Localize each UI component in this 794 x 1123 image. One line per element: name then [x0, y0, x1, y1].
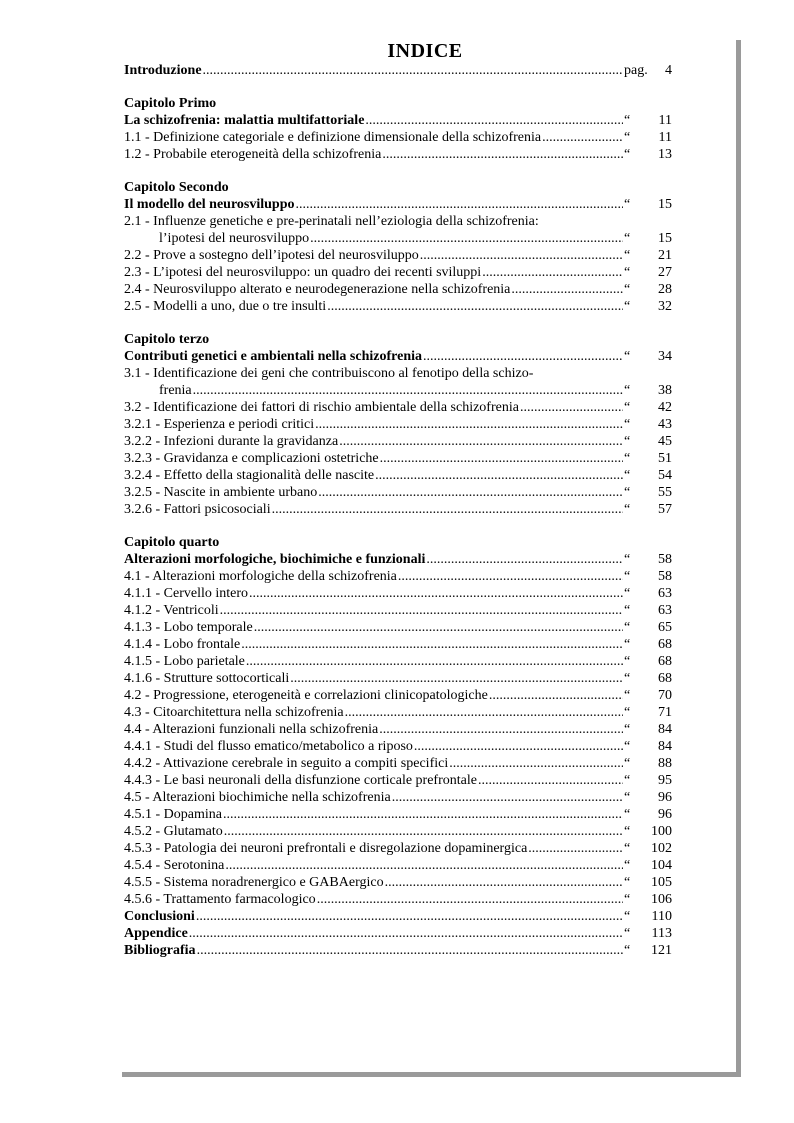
toc-entry[interactable]: [124, 670, 672, 687]
toc-entry[interactable]: [124, 755, 672, 772]
page-number: 84: [658, 722, 672, 737]
page-number: 15: [658, 197, 672, 212]
page-mark: “: [624, 282, 631, 297]
page-mark: “: [624, 858, 631, 873]
toc-entry-label: 4.4.3 - Le basi neuronali della disfunzione corticale prefrontale: [124, 773, 477, 788]
toc-entry-label: 4.1.2 - Ventricoli: [124, 603, 219, 618]
toc-entry-label: 4.5.6 - Trattamento farmacologico: [124, 892, 316, 907]
toc-entry-chapter-3[interactable]: [124, 348, 672, 365]
page-number: 4: [665, 63, 672, 78]
toc-entry-label: 4.5.3 - Patologia dei neuroni prefrontali e disregolazione dopaminergica: [124, 841, 528, 856]
toc-entry-label: 4.4.1 - Studi del flusso ematico/metabolico a riposo: [124, 739, 413, 754]
page-mark: “: [624, 671, 631, 686]
leader-dots: [511, 281, 623, 298]
page-number: 58: [658, 552, 672, 567]
leader-dots: [296, 196, 623, 213]
leader-dots: [310, 230, 623, 247]
page-mark: “: [624, 773, 631, 788]
page-number: 102: [651, 841, 672, 856]
toc-entry-label: 1.1 - Definizione categoriale e definizione dimensionale della schizofrenia: [124, 130, 542, 145]
toc-entry-label: Contributi genetici e ambientali nella schizofrenia: [124, 349, 422, 364]
toc-entry-label: 4.5.5 - Sistema noradrenergico e GABAergico: [124, 875, 384, 890]
page-mark: “: [624, 265, 631, 280]
leader-dots: [249, 585, 623, 602]
toc-entry-label: 4.1 - Alterazioni morfologiche della schizofrenia: [124, 569, 397, 584]
toc-entry[interactable]: [124, 416, 672, 433]
leader-dots: [241, 636, 623, 653]
leader-dots: [423, 348, 623, 365]
page-mark: “: [624, 688, 631, 703]
leader-dots: [196, 908, 623, 925]
page-number: 70: [658, 688, 672, 703]
toc-entry-label: 2.3 - L’ipotesi del neurosviluppo: un quadro dei recenti sviluppi: [124, 265, 482, 280]
toc-entry[interactable]: [124, 857, 672, 874]
page-mark: “: [624, 637, 631, 652]
toc-entry-label: Conclusioni: [124, 909, 195, 924]
page-mark: “: [624, 909, 631, 924]
toc-entry[interactable]: [124, 619, 672, 636]
leader-dots: [375, 467, 623, 484]
page-number: 105: [651, 875, 672, 890]
page-number: 110: [651, 909, 672, 924]
leader-dots: [392, 789, 623, 806]
page-number: 63: [658, 586, 672, 601]
toc-entry[interactable]: [124, 636, 672, 653]
toc-entry-label: 3.2.1 - Esperienza e periodi critici: [124, 417, 315, 432]
page-mark: “: [624, 824, 631, 839]
toc-entry[interactable]: [124, 874, 672, 891]
page-mark: “: [624, 485, 631, 500]
page-mark: “: [624, 299, 631, 314]
toc-entry-label: 4.1.4 - Lobo frontale: [124, 637, 241, 652]
toc-entry-label: frenia: [159, 383, 192, 398]
page-number: 45: [658, 434, 672, 449]
toc-entry[interactable]: [124, 298, 672, 315]
toc-entry-label: 2.5 - Modelli a uno, due o tre insulti: [124, 299, 327, 314]
toc-entry[interactable]: [124, 399, 672, 416]
page-number: 113: [651, 926, 672, 941]
page-mark: “: [624, 722, 631, 737]
page-mark: “: [624, 552, 631, 567]
page-number: 43: [658, 417, 672, 432]
page-number: 57: [658, 502, 672, 517]
chapter-heading-3: Capitolo terzo: [124, 332, 210, 347]
page-number: 65: [658, 620, 672, 635]
page-mark: “: [624, 603, 631, 618]
toc-entry[interactable]: [124, 568, 672, 585]
toc-entry[interactable]: [124, 738, 672, 755]
toc-entry-label: 3.2.2 - Infezioni durante la gravidanza: [124, 434, 339, 449]
leader-dots: [197, 942, 623, 959]
page-number: 96: [658, 790, 672, 805]
page-mark: “: [624, 197, 631, 212]
leader-dots: [318, 484, 623, 501]
toc-entry-label: 3.2 - Identificazione dei fattori di rischio ambientale della schizofrenia: [124, 400, 519, 415]
page-number: 27: [658, 265, 672, 280]
leader-dots: [420, 247, 623, 264]
leader-dots: [528, 840, 623, 857]
page-number: 71: [658, 705, 672, 720]
leader-dots: [193, 382, 623, 399]
toc-entry-label: 4.5 - Alterazioni biochimiche nella schizofrenia: [124, 790, 391, 805]
leader-dots: [220, 602, 623, 619]
page-number: 21: [658, 248, 672, 263]
leader-dots: [225, 857, 623, 874]
toc-entry-label: 4.1.1 - Cervello intero: [124, 586, 249, 601]
page-mark: “: [624, 400, 631, 415]
toc-entry-label: 4.4.2 - Attivazione cerebrale in seguito a compiti specifici: [124, 756, 449, 771]
toc-entry-label: 3.2.4 - Effetto della stagionalità delle nascite: [124, 468, 375, 483]
leader-dots: [272, 501, 623, 518]
toc-entry[interactable]: [124, 146, 672, 163]
toc-entry[interactable]: [124, 789, 672, 806]
page-number: 58: [658, 569, 672, 584]
leader-dots: [478, 772, 623, 789]
toc-entry-label: 2.4 - Neurosviluppo alterato e neurodegenerazione nella schizofrenia: [124, 282, 511, 297]
toc-entry[interactable]: [124, 247, 672, 264]
page-mark: “: [624, 434, 631, 449]
page-number: 38: [658, 383, 672, 398]
page-number: 11: [658, 113, 672, 128]
leader-dots: [223, 806, 623, 823]
leader-dots: [345, 704, 623, 721]
toc-entry-label: 4.1.6 - Strutture sottocorticali: [124, 671, 290, 686]
leader-dots: [224, 823, 623, 840]
page-number: 121: [651, 943, 672, 958]
page-number: 68: [658, 671, 672, 686]
page-number: 13: [658, 147, 672, 162]
toc-entry[interactable]: [124, 281, 672, 298]
leader-dots: [365, 112, 623, 129]
page-number: 42: [658, 400, 672, 415]
toc-entry-label: 4.1.3 - Lobo temporale: [124, 620, 253, 635]
toc-entry-chapter-2[interactable]: [124, 196, 672, 213]
toc-entry-label: 3.2.5 - Nascite in ambiente urbano: [124, 485, 318, 500]
page-title: INDICE: [387, 40, 463, 62]
toc-entry-chapter-4[interactable]: [124, 551, 672, 568]
toc-entry[interactable]: [124, 806, 672, 823]
leader-dots: [327, 298, 623, 315]
leader-dots: [317, 891, 623, 908]
page-mark: “: [624, 943, 631, 958]
page-number: 55: [658, 485, 672, 500]
page-number: 32: [658, 299, 672, 314]
page-mark: “: [624, 620, 631, 635]
toc-entry[interactable]: [124, 129, 672, 146]
page-number: 100: [651, 824, 672, 839]
toc-entry[interactable]: [124, 450, 672, 467]
leader-dots: [449, 755, 623, 772]
leader-dots: [542, 129, 623, 146]
page-mark: “: [624, 926, 631, 941]
page-number: 95: [658, 773, 672, 788]
toc-entry-label: 4.5.4 - Serotonina: [124, 858, 225, 873]
toc-entry[interactable]: [124, 891, 672, 908]
page-number: 63: [658, 603, 672, 618]
page-mark: “: [624, 468, 631, 483]
leader-dots: [520, 399, 623, 416]
toc-entry-label: Bibliografia: [124, 943, 196, 958]
leader-dots: [203, 62, 623, 79]
page-number: 54: [658, 468, 672, 483]
leader-dots: [426, 551, 623, 568]
leader-dots: [379, 721, 623, 738]
leader-dots: [290, 670, 623, 687]
leader-dots: [254, 619, 623, 636]
page-mark: “: [624, 790, 631, 805]
toc-entry-label: Introduzione: [124, 63, 202, 78]
page-mark: “: [624, 654, 631, 669]
page-number: 11: [658, 130, 672, 145]
page-number: 34: [658, 349, 672, 364]
toc-entry[interactable]: [124, 602, 672, 619]
toc-entry-label: 4.5.1 - Dopamina: [124, 807, 222, 822]
toc-entry-label: 4.3 - Citoarchitettura nella schizofrenia: [124, 705, 344, 720]
toc-entry-label: 4.1.5 - Lobo parietale: [124, 654, 245, 669]
leader-dots: [398, 568, 623, 585]
page-number: 51: [658, 451, 672, 466]
toc-entry-3-1[interactable]: [124, 382, 672, 399]
page-mark: “: [624, 349, 631, 364]
toc-entry-label: Il modello del neurosviluppo: [124, 197, 295, 212]
page-number: 68: [658, 654, 672, 669]
toc-entry-introduzione[interactable]: [124, 62, 672, 79]
table-of-contents: [124, 62, 672, 959]
page-number: 68: [658, 637, 672, 652]
toc-entry-label: 3.2.3 - Gravidanza e complicazioni ostetriche: [124, 451, 379, 466]
page-mark: “: [624, 807, 631, 822]
leader-dots: [339, 433, 623, 450]
toc-entry[interactable]: [124, 704, 672, 721]
leader-dots: [482, 264, 623, 281]
page-mark: “: [624, 739, 631, 754]
page-mark: “: [624, 383, 631, 398]
toc-entry-label: 4.4 - Alterazioni funzionali nella schizofrenia: [124, 722, 379, 737]
toc-entry-label: Alterazioni morfologiche, biochimiche e funzionali: [124, 552, 426, 567]
leader-dots: [315, 416, 623, 433]
toc-entry[interactable]: [124, 908, 672, 925]
leader-dots: [189, 925, 623, 942]
page-mark: “: [624, 586, 631, 601]
toc-entry-label: Appendice: [124, 926, 188, 941]
toc-entry[interactable]: [124, 264, 672, 281]
page-number: 106: [651, 892, 672, 907]
page-mark: “: [624, 875, 631, 890]
toc-entry-label: 4.5.2 - Glutamato: [124, 824, 223, 839]
page-mark: “: [624, 841, 631, 856]
toc-entry[interactable]: [124, 772, 672, 789]
page-mark: “: [624, 756, 631, 771]
leader-dots: [380, 450, 623, 467]
toc-entry[interactable]: [124, 467, 672, 484]
leader-dots: [246, 653, 623, 670]
toc-entry-label: 1.2 - Probabile eterogeneità della schizofrenia: [124, 147, 382, 162]
page-mark: “: [624, 705, 631, 720]
toc-entry[interactable]: [124, 823, 672, 840]
toc-entry[interactable]: [124, 585, 672, 602]
leader-dots: [382, 146, 623, 163]
toc-entry-label: 2.2 - Prove a sostegno dell’ipotesi del neurosviluppo: [124, 248, 419, 263]
toc-entry[interactable]: [124, 433, 672, 450]
page-shadow-bottom: [122, 1072, 741, 1077]
toc-entry-2-1-line1: 2.1 - Influenze genetiche e pre-perinatali nell’eziologia della schizofrenia:: [124, 214, 539, 229]
page-number: 96: [658, 807, 672, 822]
toc-entry-label: l’ipotesi del neurosviluppo: [159, 231, 310, 246]
page-mark: “: [624, 147, 631, 162]
toc-entry-label: 3.2.6 - Fattori psicosociali: [124, 502, 271, 517]
toc-entry[interactable]: [124, 721, 672, 738]
page-mark: “: [624, 502, 631, 517]
page-number: 15: [658, 231, 672, 246]
page-mark: “: [624, 892, 631, 907]
page-mark: pag.: [624, 63, 648, 78]
toc-entry[interactable]: [124, 942, 672, 959]
page-number: 84: [658, 739, 672, 754]
page-mark: “: [624, 417, 631, 432]
leader-dots: [489, 687, 623, 704]
toc-entry[interactable]: [124, 653, 672, 670]
page-number: 104: [651, 858, 672, 873]
page-number: 88: [658, 756, 672, 771]
page-mark: “: [624, 113, 631, 128]
page-mark: “: [624, 231, 631, 246]
leader-dots: [385, 874, 623, 891]
page-number: 28: [658, 282, 672, 297]
leader-dots: [414, 738, 623, 755]
toc-entry[interactable]: [124, 501, 672, 518]
toc-entry[interactable]: [124, 925, 672, 942]
chapter-heading-1: Capitolo Primo: [124, 96, 217, 111]
page-mark: “: [624, 130, 631, 145]
page-mark: “: [624, 248, 631, 263]
toc-entry-2-1[interactable]: [124, 230, 672, 247]
toc-entry[interactable]: [124, 687, 672, 704]
toc-entry[interactable]: [124, 484, 672, 501]
toc-entry-chapter-1[interactable]: [124, 112, 672, 129]
page-shadow-right: [736, 40, 741, 1077]
page-mark: “: [624, 451, 631, 466]
page-mark: “: [624, 569, 631, 584]
toc-entry[interactable]: [124, 840, 672, 857]
chapter-heading-4: Capitolo quarto: [124, 535, 220, 550]
chapter-heading-2: Capitolo Secondo: [124, 180, 229, 195]
toc-entry-label: La schizofrenia: malattia multifattoriale: [124, 113, 365, 128]
toc-entry-3-1-line1: 3.1 - Identificazione dei geni che contribuiscono al fenotipo della schizo-: [124, 366, 534, 381]
toc-entry-label: 4.2 - Progressione, eterogeneità e correlazioni clinicopatologiche: [124, 688, 488, 703]
